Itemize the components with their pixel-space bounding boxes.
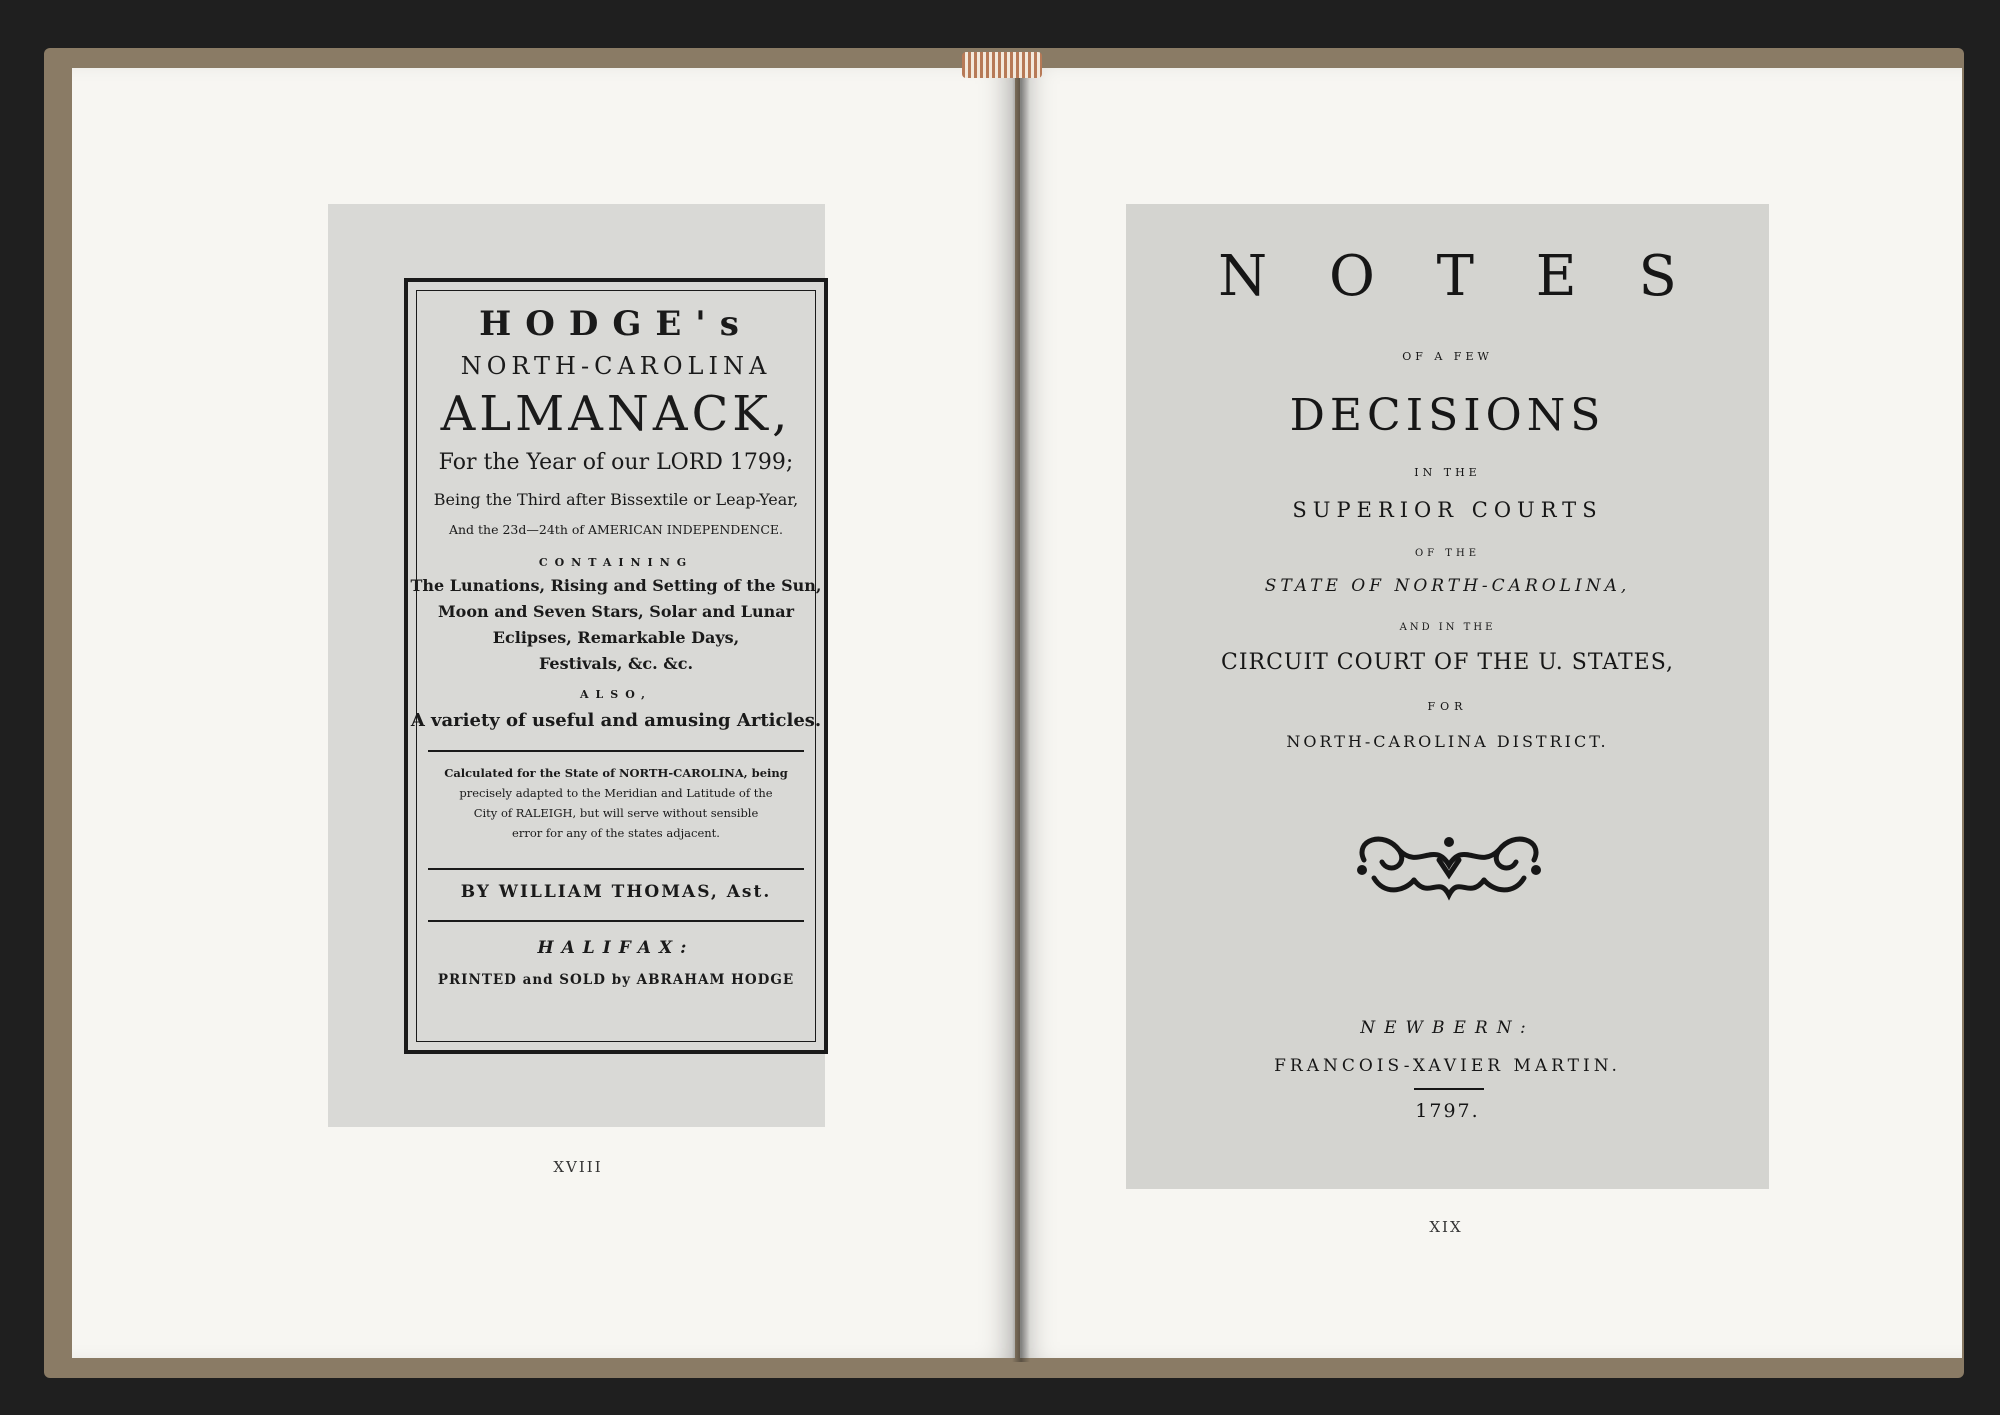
almanack-contents-1: The Lunations, Rising and Setting of the Sun, (410, 576, 822, 595)
notes-circuit-court: CIRCUIT COURT OF THE U. STATES, (1220, 650, 1675, 675)
notes-state: STATE OF NORTH-CAROLINA, (1264, 576, 1631, 596)
almanack-contents-3: Eclipses, Remarkable Days, (492, 628, 740, 647)
notes-superior-courts: SUPERIOR COURTS (1292, 498, 1603, 522)
almanack-place: HALIFAX: (537, 938, 695, 958)
almanack-rule-1 (428, 750, 804, 752)
almanack-independence-line: And the 23d—24th of AMERICAN INDEPENDENCE. (448, 522, 784, 537)
almanack-rule-3 (428, 920, 804, 922)
notes-place: NEWBERN: (1360, 1018, 1535, 1038)
almanack-contents-2: Moon and Seven Stars, Solar and Lunar (437, 602, 795, 621)
almanack-bissextile-line: Being the Third after Bissextile or Leap-Year, (433, 490, 799, 509)
almanack-contents-4: Festivals, &c. &c. (538, 654, 694, 673)
left-page-number: XVIII (553, 1158, 603, 1176)
notes-title: N O T E S (1218, 244, 1699, 309)
notes-rule (1414, 1088, 1484, 1090)
notes-in-the: IN THE (1414, 466, 1481, 479)
notes-district: NORTH-CAROLINA DISTRICT. (1286, 732, 1609, 751)
almanack-border (404, 278, 828, 1054)
almanack-containing: CONTAINING (538, 556, 694, 569)
almanack-calc-1: Calculated for the State of NORTH-CAROLINA, being (444, 766, 788, 780)
almanack-title-main: ALMANACK, (440, 386, 792, 442)
almanack-title-nc: NORTH-CAROLINA (460, 352, 772, 380)
notes-of-a-few: OF A FEW (1402, 350, 1493, 363)
almanack-also: ALSO, (580, 688, 652, 701)
almanack-calc-3: City of RALEIGH, but will serve without sensible (473, 806, 759, 820)
notes-printer: FRANCOIS-XAVIER MARTIN. (1274, 1056, 1621, 1076)
ornament-icon (1344, 820, 1554, 910)
almanack-calc-2: precisely adapted to the Meridian and Latitude of the (459, 786, 773, 800)
right-page-number: XIX (1429, 1218, 1463, 1236)
notes-year: 1797. (1415, 1100, 1480, 1122)
notes-decisions: DECISIONS (1289, 390, 1606, 441)
almanack-title-hodge: HODGE's (479, 304, 753, 344)
almanack-calc-4: error for any of the states adjacent. (512, 826, 720, 840)
notes-and-in-the: AND IN THE (1399, 622, 1496, 633)
notes-of-the: OF THE (1414, 548, 1480, 559)
almanack-author: BY WILLIAM THOMAS, Ast. (460, 882, 772, 902)
almanack-printer: PRINTED and SOLD by ABRAHAM HODGE (437, 972, 795, 988)
almanack-articles: A variety of useful and amusing Articles. (410, 710, 822, 731)
notes-title-plate (1126, 204, 1769, 1189)
notes-for: FOR (1427, 700, 1468, 713)
almanack-title-plate (328, 204, 825, 1127)
almanack-rule-2 (428, 868, 804, 870)
binding-thread (962, 52, 1042, 78)
book-gutter (1012, 62, 1030, 1362)
almanack-year-line: For the Year of our LORD 1799; (438, 450, 794, 475)
